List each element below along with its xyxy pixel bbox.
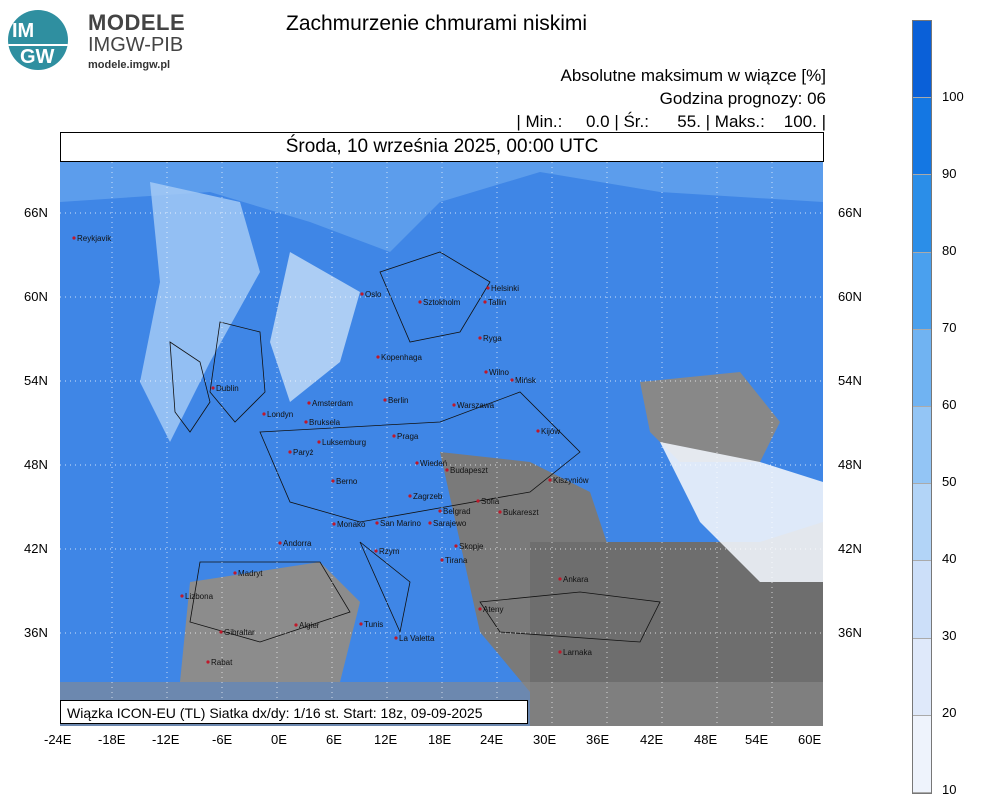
colorbar-segment <box>913 330 931 407</box>
colorbar-label: 20 <box>942 705 957 720</box>
colorbar <box>912 20 932 794</box>
city-marker <box>438 509 441 512</box>
city-label: Londyn <box>267 410 294 419</box>
lon-label: 60E <box>798 732 822 747</box>
city-label: Wilno <box>489 368 510 377</box>
colorbar-label: 10 <box>942 782 957 797</box>
city-label: Belgrad <box>443 507 471 516</box>
cloud-cover-map <box>60 162 823 726</box>
city-label: Mińsk <box>515 376 536 385</box>
city-label: Warszawa <box>457 401 495 410</box>
city-marker <box>288 450 291 453</box>
city-marker <box>262 412 265 415</box>
lat-label-left-60: 60N <box>24 289 48 304</box>
lat-label-right-48: 48N <box>838 457 862 472</box>
city-label: Zagrzeb <box>413 492 443 501</box>
brand-name: MODELE <box>88 10 186 35</box>
colorbar-segment <box>913 639 931 716</box>
colorbar-label: 40 <box>942 551 957 566</box>
city-marker <box>428 521 431 524</box>
colorbar-label: 100 <box>942 89 964 104</box>
lon-label: 54E <box>745 732 769 747</box>
city-label: Kijów <box>541 427 561 436</box>
city-marker <box>211 386 214 389</box>
city-label: Lizbona <box>185 592 214 601</box>
lat-label-left-54: 54N <box>24 373 48 388</box>
lon-label: 30E <box>533 732 557 747</box>
colorbar-segment <box>913 253 931 330</box>
city-label: Paryż <box>293 448 314 457</box>
city-label: Sztokholm <box>423 298 461 307</box>
city-label: Rzym <box>379 547 400 556</box>
lat-label-right-54: 54N <box>838 373 862 388</box>
city-label: Madryt <box>238 569 263 578</box>
city-marker <box>418 300 421 303</box>
date-label: Środa, 10 września 2025, 00:00 UTC <box>60 132 824 162</box>
city-marker <box>394 636 397 639</box>
colorbar-segment <box>913 21 931 98</box>
colorbar-label: 60 <box>942 397 957 412</box>
stats-line: | Min.: 0.0 | Śr.: 55. | Maks.: 100. | <box>516 112 826 131</box>
lat-label-left-48: 48N <box>24 457 48 472</box>
city-marker <box>510 378 513 381</box>
colorbar-segment <box>913 175 931 252</box>
lon-label: -24E <box>44 732 72 747</box>
city-marker <box>548 478 551 481</box>
city-marker <box>454 544 457 547</box>
city-marker <box>558 577 561 580</box>
city-marker <box>233 571 236 574</box>
brand-block <box>88 10 185 71</box>
city-marker <box>486 286 489 289</box>
city-marker <box>374 549 377 552</box>
city-label: Wiedeń <box>420 459 448 468</box>
city-marker <box>294 623 297 626</box>
lat-label-left-36: 36N <box>24 625 48 640</box>
lat-label-right-42: 42N <box>838 541 862 556</box>
city-marker <box>375 521 378 524</box>
colorbar-segment <box>913 716 931 793</box>
city-label: Ankara <box>563 575 589 584</box>
city-label: Monako <box>337 520 366 529</box>
city-marker <box>376 355 379 358</box>
city-label: Sarajewo <box>433 519 467 528</box>
meta-block <box>496 64 826 110</box>
lat-label-right-60: 60N <box>838 289 862 304</box>
colorbar-label: 50 <box>942 474 957 489</box>
city-marker <box>478 336 481 339</box>
city-label: Helsinki <box>491 284 520 293</box>
city-marker <box>332 522 335 525</box>
lat-label-left-42: 42N <box>24 541 48 556</box>
lon-label: 18E <box>428 732 452 747</box>
city-label: Tirana <box>445 556 468 565</box>
meta-forecast-hour: Godzina prognozy: 06 <box>659 89 826 108</box>
colorbar-segment <box>913 561 931 638</box>
city-label: Algier <box>299 621 320 630</box>
city-marker <box>331 479 334 482</box>
city-label: Berlin <box>388 396 409 405</box>
city-marker <box>317 440 320 443</box>
city-marker <box>478 607 481 610</box>
brand-url[interactable]: modele.imgw.pl <box>88 59 171 71</box>
city-label: Budapeszt <box>450 466 488 475</box>
city-marker <box>484 370 487 373</box>
city-marker <box>392 434 395 437</box>
lon-label: 12E <box>374 732 398 747</box>
city-marker <box>219 630 222 633</box>
city-marker <box>536 429 539 432</box>
city-label: Sofia <box>481 497 500 506</box>
city-marker <box>206 660 209 663</box>
city-marker <box>180 594 183 597</box>
city-marker <box>452 403 455 406</box>
city-label: Amsterdam <box>312 399 353 408</box>
city-label: Bukareszt <box>503 508 539 517</box>
city-marker <box>476 499 479 502</box>
lon-label: 6E <box>326 732 342 747</box>
city-marker <box>278 541 281 544</box>
lon-label: 36E <box>586 732 610 747</box>
colorbar-label: 90 <box>942 166 957 181</box>
city-marker <box>408 494 411 497</box>
city-label: San Marino <box>380 519 421 528</box>
logo-text-bottom: GW <box>20 46 55 68</box>
city-label: Dublin <box>216 384 239 393</box>
city-marker <box>440 558 443 561</box>
city-label: Berno <box>336 477 358 486</box>
city-label: Reykjavik <box>77 234 112 243</box>
city-label: Rabat <box>211 658 233 667</box>
colorbar-label: 70 <box>942 320 957 335</box>
city-label: Skopje <box>459 542 484 551</box>
imgw-logo <box>8 10 68 70</box>
city-label: Oslo <box>365 290 382 299</box>
brand-institution: IMGW-PIB <box>88 34 184 56</box>
lon-label: -18E <box>98 732 126 747</box>
lon-label: 42E <box>640 732 664 747</box>
lon-label: -6E <box>212 732 233 747</box>
lon-label: 24E <box>480 732 504 747</box>
city-label: Andorra <box>283 539 312 548</box>
city-label: Gibraltar <box>224 628 255 637</box>
colorbar-label: 80 <box>942 243 957 258</box>
colorbar-segment <box>913 407 931 484</box>
city-marker <box>307 401 310 404</box>
city-label: Tallin <box>488 298 507 307</box>
colorbar-segment <box>913 484 931 561</box>
city-marker <box>498 510 501 513</box>
city-marker <box>558 650 561 653</box>
city-label: Praga <box>397 432 419 441</box>
lat-label-left-66: 66N <box>24 205 48 220</box>
city-label: Larnaka <box>563 648 592 657</box>
city-label: Kiszyniów <box>553 476 589 485</box>
city-label: La Valetta <box>399 634 435 643</box>
lon-label: -12E <box>152 732 180 747</box>
city-label: Bruksela <box>309 418 341 427</box>
city-label: Ryga <box>483 334 502 343</box>
colorbar-label: 30 <box>942 628 957 643</box>
logo-text-top: IM <box>12 20 35 42</box>
lat-label-right-36: 36N <box>838 625 862 640</box>
colorbar-segment <box>913 98 931 175</box>
city-marker <box>483 300 486 303</box>
lon-label: 48E <box>694 732 718 747</box>
city-marker <box>360 292 363 295</box>
city-label: Luksemburg <box>322 438 367 447</box>
city-label: Tunis <box>364 620 384 629</box>
city-marker <box>415 461 418 464</box>
city-marker <box>359 622 362 625</box>
city-label: Ateny <box>483 605 504 614</box>
footer-model-info: Wiązka ICON-EU (TL) Siatka dx/dy: 1/16 st. Start: 18z, 09-09-2025 <box>60 700 528 724</box>
city-marker <box>72 236 75 239</box>
city-marker <box>445 468 448 471</box>
city-marker <box>383 398 386 401</box>
city-marker <box>304 420 307 423</box>
city-label: Kopenhaga <box>381 353 422 362</box>
page-title: Zachmurzenie chmurami niskimi <box>286 12 588 35</box>
lon-label: 0E <box>271 732 287 747</box>
meta-units: Absolutne maksimum w wiązce [%] <box>560 66 826 85</box>
clear-area-iberia <box>180 562 360 682</box>
lat-label-right-66: 66N <box>838 205 862 220</box>
